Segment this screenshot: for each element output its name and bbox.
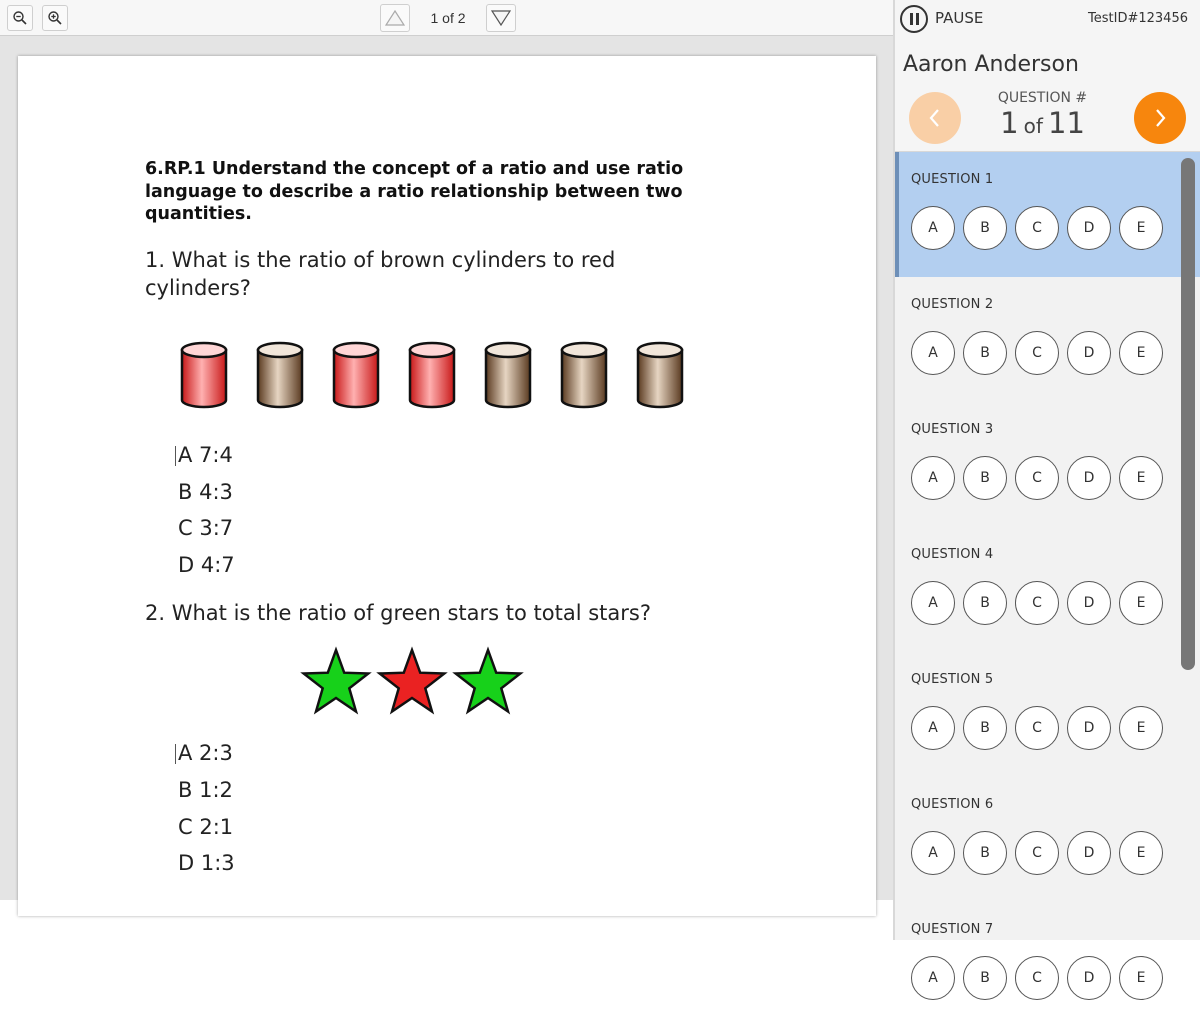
answer-option-d[interactable]: D: [1067, 206, 1111, 250]
triangle-down-icon: [490, 9, 512, 27]
chevron-right-icon: [1150, 106, 1170, 130]
question-list: [895, 152, 1200, 1027]
red-star: [380, 650, 445, 712]
pause-button[interactable]: PAUSE: [935, 9, 984, 27]
red-cylinder: [410, 343, 454, 407]
question-1-text: 1. What is the ratio of brown cylinders to red cylinders?: [145, 248, 616, 300]
question-1-choice-c: C 3:7: [178, 516, 234, 540]
answer-option-e[interactable]: E: [1119, 581, 1163, 625]
question-block-label[interactable]: QUESTION 7: [911, 922, 994, 937]
answer-option-e[interactable]: E: [1119, 956, 1163, 1000]
test-id: TestID#123456: [1088, 11, 1188, 26]
answer-option-b[interactable]: B: [963, 206, 1007, 250]
question-block-5[interactable]: [895, 652, 1200, 777]
question-counter: [955, 106, 1130, 140]
answer-option-b[interactable]: B: [963, 706, 1007, 750]
triangle-up-icon: [384, 9, 406, 27]
answer-option-b[interactable]: B: [963, 956, 1007, 1000]
student-name: Aaron Anderson: [903, 52, 1079, 77]
red-cylinder: [182, 343, 226, 407]
answer-option-d[interactable]: D: [1067, 706, 1111, 750]
zoom-out-button[interactable]: [7, 5, 33, 31]
question-block-label[interactable]: QUESTION 5: [911, 672, 994, 687]
stars-svg: [298, 646, 528, 718]
green-star: [304, 650, 369, 712]
question-2-choice-a: A 2:3: [178, 741, 233, 765]
question-panel: [895, 0, 1200, 986]
answer-option-a[interactable]: A: [911, 706, 955, 750]
red-cylinder: [334, 343, 378, 407]
question-1-choice-a: A 7:4: [178, 443, 233, 467]
document-page: [18, 56, 876, 916]
pause-icon[interactable]: [900, 5, 928, 33]
answer-option-b[interactable]: B: [963, 581, 1007, 625]
answer-option-c[interactable]: C: [1015, 581, 1059, 625]
chevron-left-icon: [925, 106, 945, 130]
question-2-choice-c: C 2:1: [178, 815, 234, 839]
answer-option-a[interactable]: A: [911, 456, 955, 500]
cylinders-figure: [178, 338, 698, 410]
answer-option-a[interactable]: A: [911, 956, 955, 1000]
previous-page-button[interactable]: [380, 4, 410, 32]
stars-figure: [298, 646, 528, 718]
question-block-label[interactable]: QUESTION 2: [911, 297, 994, 312]
brown-cylinder: [486, 343, 530, 407]
answer-option-d[interactable]: D: [1067, 331, 1111, 375]
answer-option-d[interactable]: D: [1067, 956, 1111, 1000]
panel-scrollbar[interactable]: [1181, 158, 1195, 670]
answer-option-c[interactable]: C: [1015, 456, 1059, 500]
question-block-1[interactable]: [895, 152, 1200, 277]
question-block-6[interactable]: [895, 777, 1200, 902]
answer-option-d[interactable]: D: [1067, 581, 1111, 625]
question-block-3[interactable]: [895, 402, 1200, 527]
answer-option-b[interactable]: B: [963, 331, 1007, 375]
answer-option-c[interactable]: C: [1015, 956, 1059, 1000]
zoom-in-icon: [47, 10, 63, 26]
question-2-choice-b: B 1:2: [178, 778, 233, 802]
zoom-in-button[interactable]: [42, 5, 68, 31]
answer-option-c[interactable]: C: [1015, 206, 1059, 250]
answer-option-e[interactable]: E: [1119, 706, 1163, 750]
question-block-7[interactable]: [895, 902, 1200, 1027]
question-2-text: 2. What is the ratio of green stars to total stars?: [145, 601, 651, 625]
brown-cylinder: [258, 343, 302, 407]
question-1-choice-d: D 4:7: [178, 553, 235, 577]
zoom-out-icon: [12, 10, 28, 26]
green-star: [456, 650, 521, 712]
answer-option-d[interactable]: D: [1067, 831, 1111, 875]
cylinders-svg: [178, 338, 698, 410]
answer-option-c[interactable]: C: [1015, 331, 1059, 375]
current-question-number: 1: [1000, 106, 1019, 140]
total-questions: 11: [1048, 106, 1085, 140]
viewer-toolbar: [0, 0, 894, 36]
brown-cylinder: [638, 343, 682, 407]
next-page-button[interactable]: [486, 4, 516, 32]
question-block-label[interactable]: QUESTION 3: [911, 422, 994, 437]
answer-option-b[interactable]: B: [963, 456, 1007, 500]
next-question-button[interactable]: [1134, 92, 1186, 144]
question-of-label: of: [1023, 114, 1043, 138]
answer-option-e[interactable]: E: [1119, 206, 1163, 250]
question-block-label[interactable]: QUESTION 1: [911, 172, 994, 187]
question-1-choice-b: B 4:3: [178, 480, 233, 504]
answer-option-c[interactable]: C: [1015, 706, 1059, 750]
question-block-label[interactable]: QUESTION 6: [911, 797, 994, 812]
answer-option-a[interactable]: A: [911, 831, 955, 875]
page-indicator: 1 of 2: [430, 10, 466, 26]
question-block-2[interactable]: [895, 277, 1200, 402]
panel-header: [895, 0, 1200, 152]
standard-heading: 6.RP.1 Understand the concept of a ratio and use ratio language to describe a ratio relationship between two quantities.: [145, 159, 684, 224]
answer-option-e[interactable]: E: [1119, 331, 1163, 375]
answer-option-a[interactable]: A: [911, 331, 955, 375]
answer-option-c[interactable]: C: [1015, 831, 1059, 875]
answer-option-a[interactable]: A: [911, 206, 955, 250]
answer-option-a[interactable]: A: [911, 581, 955, 625]
brown-cylinder: [562, 343, 606, 407]
answer-option-d[interactable]: D: [1067, 456, 1111, 500]
question-number-label: QUESTION #: [997, 90, 1088, 106]
answer-option-e[interactable]: E: [1119, 831, 1163, 875]
question-block-label[interactable]: QUESTION 4: [911, 547, 994, 562]
previous-question-button[interactable]: [909, 92, 961, 144]
question-block-4[interactable]: [895, 527, 1200, 652]
answer-option-e[interactable]: E: [1119, 456, 1163, 500]
answer-option-b[interactable]: B: [963, 831, 1007, 875]
question-2-choice-d: D 1:3: [178, 851, 235, 875]
